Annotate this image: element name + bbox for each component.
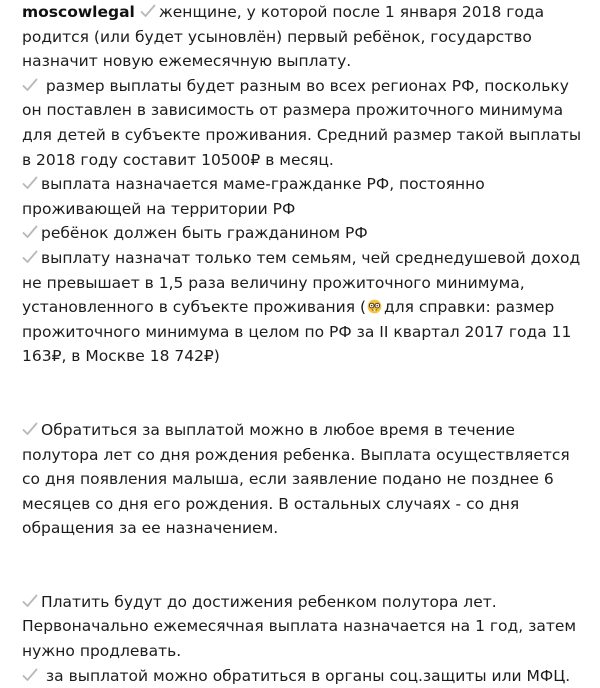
check-mark-icon [22, 249, 38, 265]
nerd-face-icon [367, 299, 382, 314]
caption-text: размер выплаты будет разным во всех регионах РФ, поскольку он поставлен в зависимость от размера прожиточного минимума для детей в субъекте проживания. Средний размер такой выплаты в 2018 году составит 10500₽ в месяц. [22, 76, 582, 169]
check-mark-icon [22, 224, 38, 240]
caption-text: Платить будут до достижения ребенком полутора лет. Первоначально ежемесячная выплата назначается на 1 год, затем нужно продлевать. [22, 592, 577, 661]
caption-paragraph-3 [22, 590, 587, 688]
check-mark-icon [22, 593, 38, 609]
caption-text: Обратиться за выплатой можно в любое время в течение полутора лет со дня рождения ребенка. Выплата осуществляется со дня появления малыша, если заявление подано не позднее 6 месяцев со дня его рождения. В остальных случаях - со дня обращения за ее назначением. [22, 420, 570, 538]
caption-text: выплату назначат только тем семьям, чей среднедушевой доход не превышает в 1,5 раза величину прожиточного минимума, установленного в субъекте проживания ( [22, 248, 581, 317]
caption-text: выплата назначается маме-гражданке РФ, постоянно проживающей на территории РФ [22, 175, 485, 218]
username-link[interactable]: moscowlegal [22, 3, 135, 21]
check-mark-icon [22, 175, 38, 191]
check-mark-icon [22, 421, 38, 437]
check-mark-icon [22, 77, 38, 93]
caption-text: для справки: размер прожиточного минимума в целом по РФ за II квартал 2017 года 11 163₽, в Москве 18 742₽) [22, 298, 572, 366]
caption-text: женщине, у которой после 1 января 2018 года родится (или будет усыновлён) первый ребёнок, государство назначит новую ежемесячную выплату. [22, 3, 545, 71]
caption-text: ребёнок должен быть гражданином РФ [41, 224, 368, 243]
caption-paragraph-1 [22, 0, 587, 369]
caption-text: за выплатой можно обратиться в органы соц.защиты или МФЦ. [41, 666, 571, 685]
post-caption [22, 0, 587, 688]
caption-paragraph-2 [22, 418, 587, 541]
paragraph-spacer [22, 369, 587, 418]
check-mark-icon [22, 667, 38, 683]
paragraph-spacer [22, 541, 587, 590]
check-mark-icon [140, 3, 156, 19]
